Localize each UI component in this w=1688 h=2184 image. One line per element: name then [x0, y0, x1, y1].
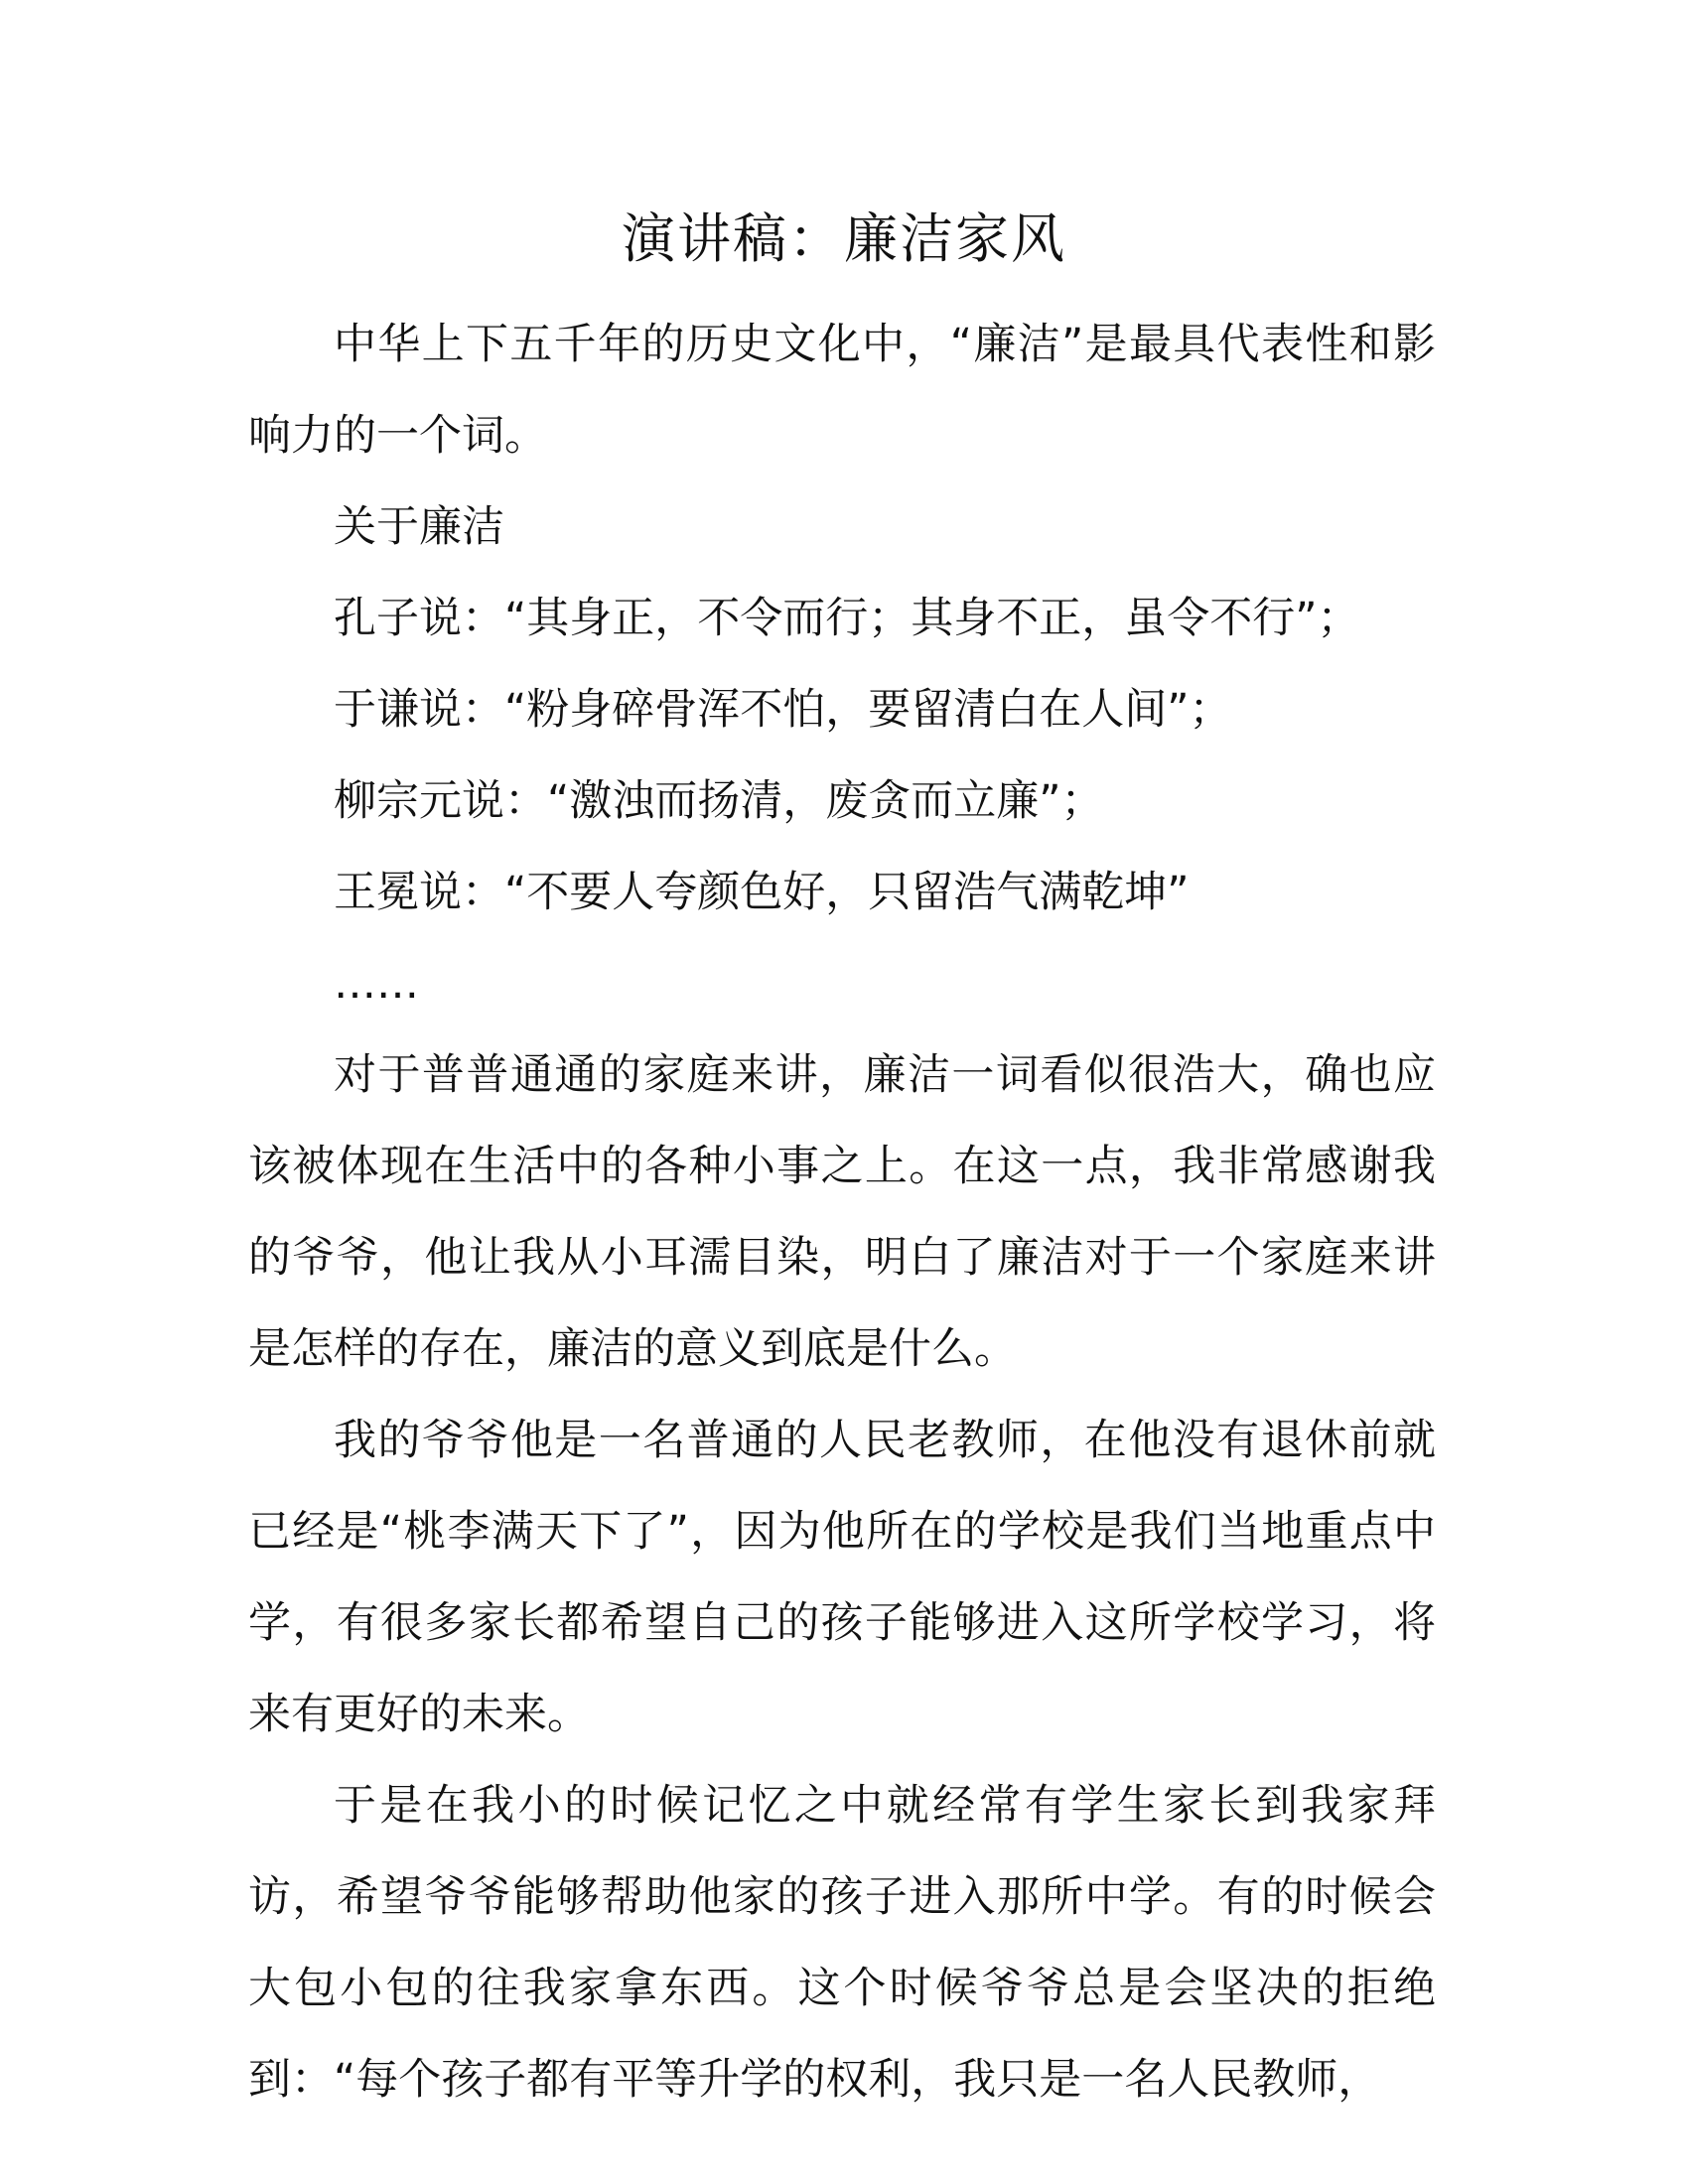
paragraph-grandfather: 我的爷爷他是一名普通的人民老教师，在他没有退休前就已经是“桃李满天下了”，因为他所在的学校是我们当地重点中学，有很多家长都希望自己的孩子能够进入这所学校学习，将来有更好的未来。 [248, 1416, 1436, 1739]
quote-confucius: 孔子说：“其身正，不令而行；其身不正，虽令不行”； [334, 594, 1360, 643]
paragraph-family: 对于普普通通的家庭来讲，廉洁一词看似很浩大，确也应该被体现在生活中的各种小事之上。在这一点，我非常感谢我的爷爷，他让我从小耳濡目染，明白了廉洁对于一个家庭来讲是怎样的存在，廉洁的意义到底是什么。 [248, 1050, 1436, 1374]
paragraph-about-integrity: 关于廉洁 [334, 502, 504, 552]
paragraph-intro: 中华上下五千年的历史文化中，“廉洁”是最具代表性和影响力的一个词。 [248, 320, 1436, 461]
paragraph-memory: 于是在我小的时候记忆之中就经常有学生家长到我家拜访，希望爷爷能够帮助他家的孩子进入那所中学。有的时候会大包小包的往我家拿东西。这个时候爷爷总是会坚决的拒绝到：“每个孩子都有平等升学的权利，我只是一名人民教师， [248, 1781, 1436, 2105]
quote-wang-mian: 王冕说：“不要人夸颜色好，只留浩气满乾坤” [334, 868, 1190, 917]
ellipsis: …… [334, 959, 419, 1009]
quote-yu-qian: 于谦说：“粉身碎骨浑不怕，要留清白在人间”； [334, 685, 1232, 735]
quote-liu-zongyuan: 柳宗元说：“激浊而扬清，废贪而立廉”； [334, 776, 1104, 826]
document-title: 演讲稿：廉洁家风 [622, 207, 1066, 270]
document-body [248, 299, 1436, 2125]
